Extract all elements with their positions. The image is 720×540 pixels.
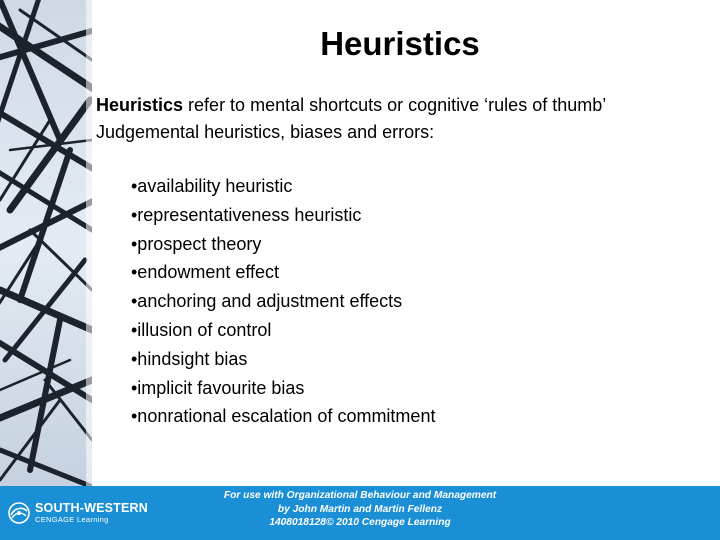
intro-term: Heuristics [96, 95, 184, 115]
footer-bar [0, 486, 720, 540]
credit-line: 1408018128© 2010 Cengage Learning [269, 517, 451, 528]
slide-title: Heuristics [320, 25, 480, 62]
intro-line-1 [96, 92, 706, 119]
list-item: •availability heuristic [131, 176, 293, 196]
logo-subtitle: CENGAGE Learning [35, 515, 109, 524]
globe-swirl-icon [8, 502, 30, 524]
bias-list [131, 172, 691, 431]
list-item: •endowment effect [131, 262, 280, 283]
publisher-logo [8, 498, 148, 528]
footer-credit [200, 489, 520, 530]
credit-line: by John Martin and Martin Fellenz [277, 503, 443, 515]
credit-line: For use with Organizational Behaviour and Management [223, 490, 497, 501]
list-item: •nonrational escalation of commitment [131, 406, 436, 427]
intro-definition: refer to mental shortcuts or cognitive ‘rules of thumb’ [183, 95, 607, 115]
intro-text [96, 92, 706, 146]
list-item: •illusion of control [131, 319, 272, 340]
list-item: •representativeness heuristic [131, 204, 362, 225]
list-item: •implicit favourite bias [131, 377, 305, 398]
list-item: •hindsight bias [131, 348, 248, 369]
list-item: •prospect theory [131, 233, 262, 254]
list-item: •anchoring and adjustment effects [131, 291, 403, 312]
intro-line-2: Judgemental heuristics, biases and errors: [96, 122, 435, 142]
logo-brand: SOUTH-WESTERN [35, 501, 149, 515]
decorative-lattice-image [0, 0, 92, 486]
